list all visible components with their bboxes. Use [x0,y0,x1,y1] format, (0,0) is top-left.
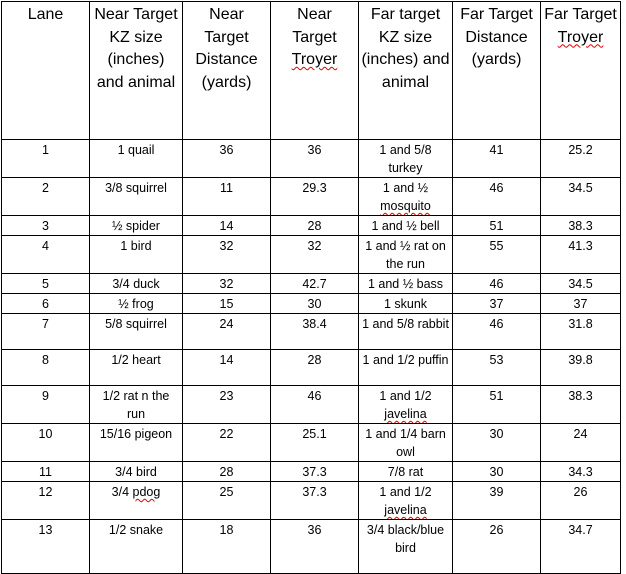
cell-far-distance: 46 [453,314,541,350]
cell-far-troyer: 31.8 [541,314,621,350]
cell-near-distance: 32 [183,274,271,294]
spellcheck-underline: pdog [132,485,161,499]
spellcheck-underline: Troyer [557,28,604,46]
cell-far-kz: 1 and 1/2 puffin [359,350,453,386]
cell-near-troyer: 36 [271,520,359,574]
header-far-distance: Far Target Distance (yards) [453,2,541,140]
cell-far-troyer: 25.2 [541,140,621,178]
table-row [2,140,621,178]
cell-lane: 4 [2,236,90,274]
lanes-table [1,1,621,574]
cell-near-troyer: 25.1 [271,424,359,462]
cell-far-troyer: 41.3 [541,236,621,274]
cell-near-kz: 3/4 bird [90,462,183,482]
cell-near-kz: ½ spider [90,216,183,236]
cell-far-distance: 30 [453,424,541,462]
cell-near-troyer: 30 [271,294,359,314]
cell-near-troyer: 37.3 [271,462,359,482]
cell-far-distance: 26 [453,520,541,574]
cell-lane: 5 [2,274,90,294]
cell-far-troyer: 37 [541,294,621,314]
table-row [2,216,621,236]
cell-lane: 6 [2,294,90,314]
cell-near-kz: 3/4 duck [90,274,183,294]
cell-near-distance: 28 [183,462,271,482]
cell-far-distance: 37 [453,294,541,314]
table-row [2,178,621,216]
cell-near-distance: 15 [183,294,271,314]
cell-far-troyer: 38.3 [541,216,621,236]
spellcheck-underline: mosquito [380,199,431,213]
cell-near-troyer: 28 [271,350,359,386]
cell-near-kz: 1 quail [90,140,183,178]
cell-near-kz: 1 bird [90,236,183,274]
cell-far-distance: 41 [453,140,541,178]
header-near-troyer: Near Target Troyer [271,2,359,140]
table-row [2,386,621,424]
cell-lane: 3 [2,216,90,236]
cell-far-kz: 1 skunk [359,294,453,314]
cell-far-troyer: 39.8 [541,350,621,386]
header-near-kz: Near Target KZ size (inches) and animal [90,2,183,140]
cell-lane: 11 [2,462,90,482]
cell-far-distance: 46 [453,178,541,216]
cell-far-distance: 53 [453,350,541,386]
table-row [2,294,621,314]
cell-far-distance: 55 [453,236,541,274]
cell-far-kz: 1 and 1/4 barn owl [359,424,453,462]
spellcheck-underline: javelina [384,407,427,421]
cell-near-kz: 15/16 pigeon [90,424,183,462]
cell-near-kz: 5/8 squirrel [90,314,183,350]
cell-far-distance: 46 [453,274,541,294]
cell-lane: 10 [2,424,90,462]
cell-near-distance: 11 [183,178,271,216]
cell-far-troyer: 34.5 [541,178,621,216]
cell-near-troyer: 42.7 [271,274,359,294]
table-row [2,236,621,274]
cell-near-kz: 1/2 heart [90,350,183,386]
spellcheck-underline: javelina [384,503,427,517]
cell-far-troyer: 26 [541,482,621,520]
cell-lane: 1 [2,140,90,178]
cell-far-distance: 39 [453,482,541,520]
cell-near-kz: 1/2 rat n the run [90,386,183,424]
table-row [2,520,621,574]
cell-lane: 7 [2,314,90,350]
cell-near-distance: 14 [183,216,271,236]
cell-far-kz: 1 and 5/8 rabbit [359,314,453,350]
cell-near-troyer: 28 [271,216,359,236]
cell-near-distance: 14 [183,350,271,386]
header-far-kz: Far target KZ size (inches) and animal [359,2,453,140]
cell-near-kz: 1/2 snake [90,520,183,574]
header-row [2,2,621,140]
cell-near-distance: 23 [183,386,271,424]
cell-far-troyer: 34.7 [541,520,621,574]
cell-near-distance: 24 [183,314,271,350]
cell-near-distance: 25 [183,482,271,520]
cell-near-troyer: 46 [271,386,359,424]
table-row [2,462,621,482]
cell-lane: 2 [2,178,90,216]
cell-lane: 9 [2,386,90,424]
cell-near-troyer: 32 [271,236,359,274]
table-row [2,482,621,520]
cell-lane: 12 [2,482,90,520]
cell-far-distance: 30 [453,462,541,482]
cell-near-troyer: 37.3 [271,482,359,520]
cell-far-kz: 3/4 black/blue bird [359,520,453,574]
cell-far-kz: 1 and 1/2 javelina [359,386,453,424]
cell-far-kz: 1 and ½ mosquito [359,178,453,216]
cell-lane: 13 [2,520,90,574]
cell-far-troyer: 34.3 [541,462,621,482]
cell-far-troyer: 38.3 [541,386,621,424]
cell-far-kz: 1 and ½ bass [359,274,453,294]
cell-far-troyer: 34.5 [541,274,621,294]
cell-far-distance: 51 [453,386,541,424]
cell-near-distance: 22 [183,424,271,462]
cell-near-troyer: 36 [271,140,359,178]
cell-near-distance: 18 [183,520,271,574]
spellcheck-underline: Troyer [291,51,338,69]
cell-near-distance: 36 [183,140,271,178]
table-row [2,350,621,386]
cell-near-troyer: 29.3 [271,178,359,216]
cell-far-kz: 1 and 5/8 turkey [359,140,453,178]
table-row [2,314,621,350]
cell-near-kz: ½ frog [90,294,183,314]
cell-far-kz: 1 and ½ rat on the run [359,236,453,274]
header-far-troyer: Far Target Troyer [541,2,621,140]
table-row [2,424,621,462]
table-row [2,274,621,294]
cell-lane: 8 [2,350,90,386]
cell-near-distance: 32 [183,236,271,274]
cell-near-troyer: 38.4 [271,314,359,350]
cell-far-troyer: 24 [541,424,621,462]
header-near-distance: Near Target Distance (yards) [183,2,271,140]
cell-near-kz: 3/8 squirrel [90,178,183,216]
cell-far-kz: 1 and 1/2 javelina [359,482,453,520]
cell-far-kz: 7/8 rat [359,462,453,482]
cell-far-kz: 1 and ½ bell [359,216,453,236]
header-lane: Lane [2,2,90,140]
table-body [2,140,621,574]
cell-far-distance: 51 [453,216,541,236]
cell-near-kz: 3/4 pdog [90,482,183,520]
